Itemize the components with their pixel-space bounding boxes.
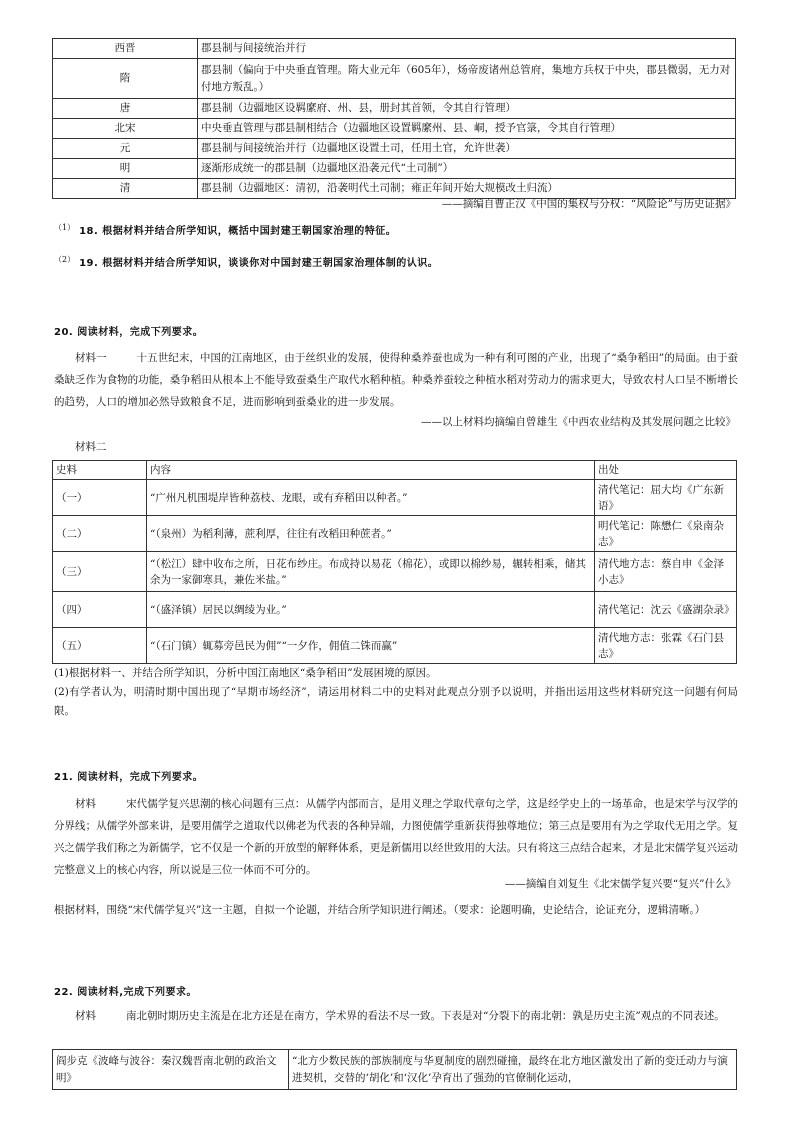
q21-material <box>54 793 738 881</box>
table-cell: 郡县制（边疆地区：清初，沿袭明代土司制；雍正年间开始大规模改土归流） <box>198 179 736 199</box>
table-row <box>53 480 737 516</box>
table-cell: “广州凡机围堤岸皆种荔枝、龙眼，或有弃稻田以种者。” <box>147 480 595 516</box>
table-cell: 隋 <box>53 59 198 99</box>
q21-heading: 21. 阅读材料，完成下列要求。 <box>54 772 204 783</box>
table-header: 史料 <box>53 461 147 480</box>
q22-heading: 22. 阅读材料,完成下列要求。 <box>54 987 197 998</box>
q22-views-table <box>52 1049 737 1090</box>
table-cell: 清代笔记：屈大均《广东新语》 <box>595 480 737 516</box>
table-cell: 北宋 <box>53 119 198 139</box>
table-cell: 逐渐形成统一的郡县制（边疆地区沿袭元代“土司制”） <box>198 159 736 179</box>
table-header: 出处 <box>595 461 737 480</box>
table-row <box>53 99 736 119</box>
table-cell: 元 <box>53 139 198 159</box>
table-row <box>53 39 736 59</box>
q20-material-1-source: ——以上材料均摘编自曾雄生《中西农业结构及其发展问题之比较》 <box>421 416 736 428</box>
material-text: 宋代儒学复兴思潮的核心问题有三点：从儒学内部而言，是用义理之学取代章句之学，这是经学史上的一场革命，也是宋学与汉学的分界线；从儒学外部来讲，是要用儒学之道取代以佛老为代表的各种异端，力图使儒学重新获得独尊地位；第三点是要用有为之学取代无用之学。复兴之儒学我们称之为新儒学，它不仅是一个新的开放型的解释体系，更是新儒用以经世致用的大法。只有将这三点结合起来，才是北宋儒学复兴运动完整意义上的核心内容，所以说是三位一体而不可分的。 <box>54 798 739 876</box>
table-cell: 清代地方志：张霖《石门县志》 <box>595 628 737 664</box>
table-cell: “（松江）肆中收布之所，日花布纱庄。布成持以易花（棉花），或即以棉纱易，辗转相乘，储其余为一家御寒具，兼佐米盐。” <box>147 552 595 592</box>
table-cell: “（石门镇）辄募旁邑民为佣”“一夕作，佣值二铢而赢” <box>147 628 595 664</box>
table-cell: 中央垂直管理与郡县制相结合（边疆地区设置羁縻州、县、峒，授予官箓，令其自行管理） <box>198 119 736 139</box>
table-cell: 郡县制（边疆地区设羁縻府、州、县，册封其首领，令其自行管理） <box>198 99 736 119</box>
q22-material <box>54 1005 738 1027</box>
table-row <box>53 119 736 139</box>
table-cell: 清 <box>53 179 198 199</box>
table-cell: 西晋 <box>53 39 198 59</box>
material-label: 材料 <box>75 798 97 810</box>
question-text: 18. 根据材料并结合所学知识，概括中国封建王朝国家治理的特征。 <box>79 226 397 237</box>
table-cell: 郡县制与间接统治并行 <box>198 39 736 59</box>
table-row <box>53 59 736 99</box>
q20-heading: 20. 阅读材料，完成下列要求。 <box>54 327 204 338</box>
table-cell: 阎步克《波峰与波谷：秦汉魏晋南北朝的政治文明》 <box>53 1050 289 1090</box>
q20-material-2-label: 材料二 <box>75 441 107 453</box>
table-row <box>53 592 737 628</box>
table-row <box>53 516 737 552</box>
table-row <box>53 1050 737 1090</box>
question-text: 19. 根据材料并结合所学知识，谈谈你对中国封建王朝国家治理体制的认识。 <box>79 258 439 269</box>
table-cell: 清代地方志：蔡自申《金泽小志》 <box>595 552 737 592</box>
table-cell: 郡县制与间接统治并行（边疆地区设置土司，任用土官，允许世袭） <box>198 139 736 159</box>
table-row <box>53 159 736 179</box>
table-cell: 唐 <box>53 99 198 119</box>
governance-table <box>52 38 736 199</box>
question-18 <box>54 222 396 240</box>
table-cell: “（泉州）为稻利薄，蔗利厚，往往有改稻田种蔗者。” <box>147 516 595 552</box>
q20-sources-table <box>52 460 737 664</box>
q20-subquestion-2: (2)有学者认为，明清时期中国出现了“早期市场经济”，请运用材料二中的史料对此观点分别予以说明，并指出运用这些材料研究这一问题有何局限。 <box>54 686 738 717</box>
table-row <box>53 628 737 664</box>
q20-subquestion-1: (1)根据材料一、并结合所学知识，分析中国江南地区“桑争稻田”发展困境的原因。 <box>54 667 437 679</box>
material-label: 材料一 <box>75 352 107 364</box>
question-number: （2） <box>54 255 76 264</box>
table-header-row <box>53 461 737 480</box>
material-label: 材料 <box>75 1010 96 1022</box>
material-text: 南北朝时期历史主流是在北方还是在南方，学术界的看法不尽一致。下表是对“分裂下的南北朝：孰是历史主流”观点的不同表述。 <box>126 1010 725 1022</box>
table-cell: 清代笔记：沈云《盛湖杂录》 <box>595 592 737 628</box>
table-cell: （一） <box>53 480 147 516</box>
q21-task: 根据材料，围绕“宋代儒学复兴”这一主题，自拟一个论题，并结合所学知识进行阐述。（要求：论题明确，史论结合，论证充分，逻辑清晰。） <box>54 904 706 916</box>
q21-source: ——摘编自刘复生《北宋儒学复兴要“复兴”什么》 <box>504 878 736 890</box>
table1-source: ——摘编自曹正汉《中国的集权与分权：“风险论”与历史证据》 <box>441 198 736 210</box>
table-cell: 明 <box>53 159 198 179</box>
table-cell: 明代笔记：陈懋仁《泉南杂志》 <box>595 516 737 552</box>
question-number: （1） <box>54 223 76 232</box>
table-cell: “（盛泽镇）居民以绸绫为业。” <box>147 592 595 628</box>
table-cell: （二） <box>53 516 147 552</box>
table-header: 内容 <box>147 461 595 480</box>
table-cell: （五） <box>53 628 147 664</box>
material-text: 十五世纪末，中国的江南地区，由于丝织业的发展，使得种桑养蚕也成为一种有利可图的产业，出现了“桑争稻田”的局面。由于蚕桑缺乏作为食物的功能，桑争稻田从根本上不能导致蚕桑生产取代水稻种植。种桑养蚕较之种植水稻对劳动力的需求更大，导致农村人口呈不断增长的趋势，人口的增加必然导致粮食不足，进而影响到蚕桑业的进一步发展。 <box>54 352 739 408</box>
table-cell: （三） <box>53 552 147 592</box>
table-cell: 郡县制（偏向于中央垂直管理。隋大业元年（605年），炀帝废诸州总管府，集地方兵权于中央，郡县微弱，无力对付地方叛乱。） <box>198 59 736 99</box>
q20-material-1 <box>54 347 738 413</box>
table-cell: “北方少数民族的部族制度与华夏制度的剧烈碰撞，最终在北方地区激发出了新的变迁动力与演进契机，交替的‘胡化’和‘汉化’孕育出了强劲的官僚制化运动， <box>289 1050 737 1090</box>
table-row <box>53 139 736 159</box>
table-row <box>53 552 737 592</box>
table-cell: （四） <box>53 592 147 628</box>
question-19 <box>54 254 438 272</box>
